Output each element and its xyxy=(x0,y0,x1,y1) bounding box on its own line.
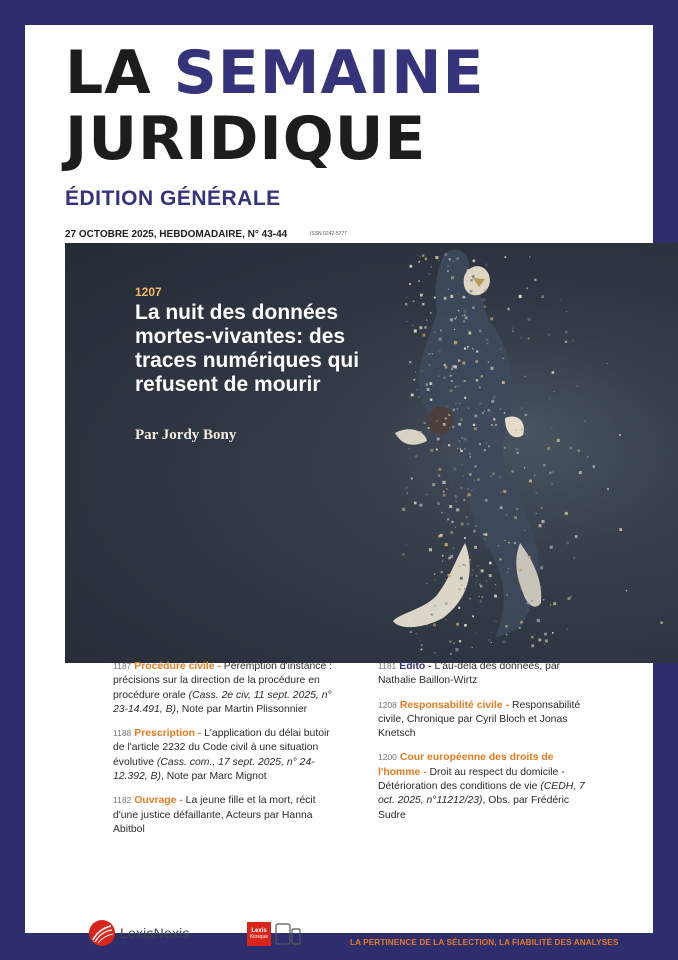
lexisnexis-emblem-icon xyxy=(89,920,115,946)
summary-entry[interactable] xyxy=(113,659,341,717)
entry-text: La jeune fille et la mort, récit d'une justice défaillante, Acteurs par Hanna Abitbol xyxy=(113,795,316,835)
summary-entry[interactable] xyxy=(378,659,598,689)
kiosque-line-1: Lexis xyxy=(251,928,267,934)
entry-number: 1200 xyxy=(378,752,397,763)
lexis-kiosque-badge[interactable] xyxy=(247,922,271,946)
entry-separator: - xyxy=(194,728,205,740)
entry-separator: - xyxy=(176,795,186,807)
entry-number: 1181 xyxy=(378,661,397,671)
lexisnexis-wordmark: LexisNexis xyxy=(120,925,190,941)
entry-separator: - xyxy=(425,661,435,672)
entry-text: L'au-delà des données, par Nathalie Baillon-Wirtz xyxy=(378,661,561,687)
entry-author: , Obs. par Frédéric Sudre xyxy=(378,795,570,821)
entry-separator: - xyxy=(420,766,430,778)
entry-text: Droit au respect du domicile - Détérioration des conditions de vie xyxy=(378,766,565,793)
cover-title-line: mortes-vivantes: des xyxy=(135,325,346,348)
entry-reference: (Cass. com., 17 sept. 2025, n° 24-12.392, B) xyxy=(113,756,315,783)
cover-title-line: traces numériques qui xyxy=(135,349,360,372)
issn-label: ISSN 0242-5777 xyxy=(310,231,347,237)
summary-entry[interactable] xyxy=(113,793,341,837)
entry-number: 1187 xyxy=(113,661,132,671)
summary-entry[interactable] xyxy=(113,726,341,784)
masthead-semaine: SEMAINE xyxy=(173,38,485,108)
summary-entry[interactable] xyxy=(378,698,598,742)
edition-label: ÉDITION GÉNÉRALE xyxy=(65,187,281,210)
cover-illustration xyxy=(65,243,678,663)
summary-entry[interactable] xyxy=(378,750,598,822)
cover-article-number: 1207 xyxy=(135,285,162,299)
entry-rubric: Ouvrage xyxy=(134,795,177,807)
masthead-line-2: JURIDIQUE xyxy=(65,104,427,174)
entry-text: Responsabilité civile, Chronique par Cyril Bloch et Jonas Knetsch xyxy=(378,699,581,740)
masthead-la: LA xyxy=(65,38,174,108)
entry-author: , Note par Marc Mignot xyxy=(160,771,267,783)
entry-rubric: Responsabilité civile xyxy=(399,699,503,711)
cover-title-line: La nuit des données xyxy=(135,301,339,324)
entry-text: Péremption d'instance : précisions sur la direction de la procédure en procédure orale xyxy=(113,661,333,701)
entry-number: 1182 xyxy=(113,795,132,806)
entry-number: 1188 xyxy=(113,728,132,739)
issue-dateline: 27 OCTOBRE 2025, HEBDOMADAIRE, N° 43-44 xyxy=(65,229,288,240)
entry-rubric: Cour européenne des droits de l'homme xyxy=(378,752,554,778)
footer-tagline: LA PERTINENCE DE LA SÉLECTION, LA FIABILITÉ DES ANALYSES xyxy=(350,938,619,947)
summary-right-column xyxy=(378,659,598,832)
entry-text: L'application du délai butoir de l'article 2232 du Code civil à une situation évolutive xyxy=(113,728,330,768)
entry-separator: - xyxy=(502,699,512,711)
summary-left-column xyxy=(113,659,341,846)
entry-author: , Note par Martin Plissonnier xyxy=(175,703,308,715)
entry-reference: (CEDH, 7 oct. 2025, n°11212/23) xyxy=(378,781,585,807)
cover-title-line: refusent de mourir xyxy=(135,373,321,396)
entry-number: 1208 xyxy=(378,699,397,710)
entry-separator: - xyxy=(214,661,224,672)
masthead-line-1 xyxy=(65,39,484,107)
cover-article-title[interactable] xyxy=(135,301,435,397)
entry-rubric: Édito xyxy=(399,661,426,672)
tablet-phone-icon xyxy=(275,923,301,947)
entry-rubric: Prescription xyxy=(134,728,195,740)
cover-article-author: Par Jordy Bony xyxy=(135,427,237,443)
entry-rubric: Procédure civile xyxy=(134,661,215,672)
entry-reference: (Cass. 2e civ, 11 sept. 2025, n° 23-14.491, B) xyxy=(113,689,332,715)
kiosque-line-2: Kiosque xyxy=(249,934,269,940)
